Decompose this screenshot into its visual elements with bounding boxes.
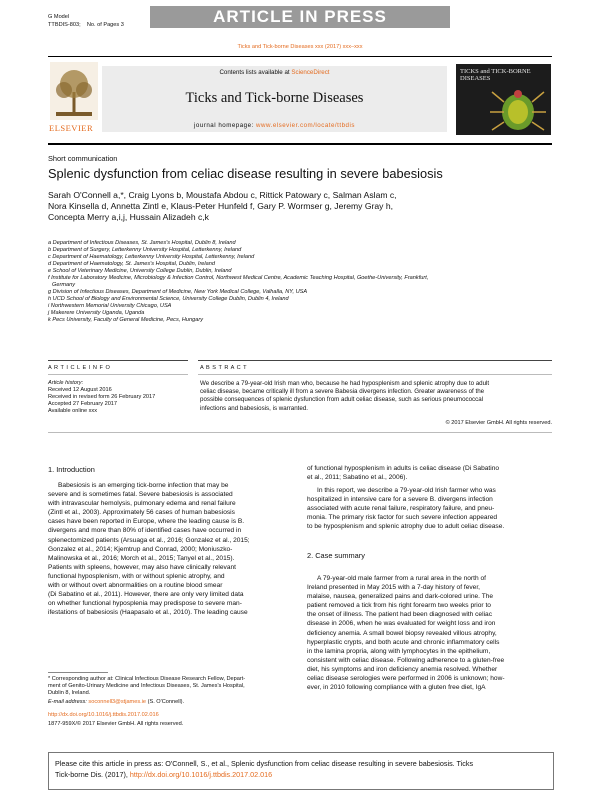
email-line — [48, 699, 293, 706]
contents-line — [102, 69, 447, 77]
body-line: Patients with spleens, however, may also have clinically relevant — [48, 563, 237, 571]
case-summary-body — [307, 574, 552, 692]
email-suffix: (S. O'Connell). — [147, 699, 185, 705]
body-line: hospitalized in intensive care for a severe B. divergens infection — [307, 496, 493, 504]
body-line: (Di Sabatino et al., 2011). However, there are only very limited data — [48, 591, 244, 599]
body-line: ifestations of babesiosis (Haapasalo et al., 2010). The leading cause — [48, 609, 248, 617]
article-history — [48, 380, 155, 415]
body-line: in the lamina propria, along with lymphocytes in the epithelium, — [307, 647, 491, 655]
history-revised: Received in revised form 26 February 2017 — [48, 394, 156, 400]
affiliation: k Pecs University, Faculty of General Medicine, Pecs, Hungary — [48, 317, 204, 323]
cite-line: Please cite this article in press as: O'Connell, S., et al., Splenic dysfunction from celiac disease resulting in severe babesiosis. Ticks — [55, 759, 474, 768]
header-divider — [48, 56, 552, 57]
contents-prefix: Contents lists available at — [219, 69, 290, 76]
report-paragraph — [307, 486, 552, 531]
article-info-heading: A R T I C L E I N F O — [48, 365, 111, 371]
cite-prefix: Tick-borne Dis. (2017), — [55, 769, 128, 779]
author-line: Nora Kinsella d, Annetta Zintl e, Klaus-Peter Hunfeld f, Gary P. Wormser g, Jeremy Gray h, — [48, 201, 394, 212]
body-line: (Zintl et al., 2003). Approximately 56 cases of human babesiosis — [48, 509, 235, 517]
body-line: A 79-year-old male farmer from a rural area in the north of — [317, 575, 486, 582]
footnote-line: ment of Genito-Urinary Medicine and Infectious Diseases, St. James's Hospital, — [48, 683, 245, 689]
body-line: splenectomized patients (Arsuaga et al., 2016; Gonzalez et al., 2015; — [48, 536, 250, 544]
article-in-press-banner: ARTICLE IN PRESS — [150, 6, 450, 28]
cite-line — [55, 770, 547, 781]
page-count: No. of Pages 3 — [86, 22, 124, 28]
author-list — [48, 190, 397, 224]
body-line: with or without overt abnormalities on a routine blood smear — [48, 582, 223, 590]
affiliations — [48, 240, 558, 324]
body-line: severe and is sometimes fatal. Severe babesiosis is associated — [48, 491, 233, 499]
tick-illustration-icon — [486, 84, 546, 134]
author-line: Concepta Merry a,i,j, Hussain Alizadeh c,k — [48, 212, 209, 223]
body-line: Ireland presented in May 2015 with a 7-day history of fever, — [307, 584, 480, 592]
homepage-link[interactable]: www.elsevier.com/locate/ttbdis — [256, 122, 355, 129]
body-line: ever, in 2010 following compliance with a gluten free diet, IgA — [307, 684, 486, 692]
body-line: to be hyposplenism and splenic atrophy due to adult celiac disease. — [307, 523, 505, 531]
abstract-divider — [198, 374, 552, 375]
body-line: patient removed a tick from his right forearm two weeks prior to — [307, 602, 491, 610]
doi-link[interactable]: http://dx.doi.org/10.1016/j.ttbdis.2017.02.016 — [48, 712, 159, 718]
body-line: functional hyposplenism, with or without splenic atrophy, and — [48, 572, 225, 580]
homepage-label: journal homepage: — [194, 122, 254, 129]
abstract-heading: A B S T R A C T — [200, 365, 247, 371]
body-line: cases have been reported in Europe, where the leading cause is B. — [48, 518, 245, 526]
body-line: disease in 2006, when he was evaluated for weight loss and iron — [307, 620, 496, 628]
abstract-body — [200, 380, 552, 413]
body-line: consistent with celiac disease. Following adherence to a gluten-free — [307, 656, 505, 664]
history-received: Received 12 August 2016 — [48, 387, 112, 393]
copyright: © 2017 Elsevier GmbH. All rights reserved. — [445, 420, 552, 426]
intro-continued — [307, 464, 552, 482]
intro-heading: 1. Introduction — [48, 465, 95, 474]
history-label: Article history: — [48, 380, 84, 386]
body-line: on whether functional hyposplenia may predispose to severe man- — [48, 600, 242, 608]
body-line: the onset of illness. The patient had been diagnosed with celiac — [307, 611, 492, 619]
abstract-line: possible consequences of splenic dysfunction from adult celiac disease, such as serious pneumococcal — [200, 396, 484, 404]
abstract-divider-bottom — [48, 432, 552, 433]
abstract-divider-top — [198, 360, 552, 361]
affiliation: h UCD School of Biology and Environmental Science, University College Dublin, Dublin 4, Ireland — [48, 296, 289, 302]
body-line: deficiency anemia. A small bowel biopsy revealed villous atrophy, — [307, 629, 497, 637]
corresponding-footnote — [48, 676, 293, 706]
journal-cover — [456, 64, 551, 135]
article-ref — [48, 22, 124, 29]
abstract-line: We describe a 79-year-old Irish man who, because he had hyposplenism and splenic atrophy due to adult — [200, 380, 490, 387]
article-type: Short communication — [48, 154, 118, 163]
affiliation: Germany — [52, 282, 76, 288]
affiliation: d Department of Haematology, St. James's Hospital, Dublin, Ireland — [48, 261, 215, 267]
affiliation: e School of Veterinary Medicine, University College Dublin, Dublin, Ireland — [48, 268, 232, 274]
body-line: et al., 2011; Sabatino et al., 2006). — [307, 474, 408, 482]
abstract-line: celiac disease, became critically ill from a severe Babesia divergens infection. Greater awareness of the — [200, 388, 485, 396]
cite-text — [55, 759, 547, 780]
author-line: Sarah O'Connell a,*, Craig Lyons b, Moustafa Abdou c, Rittick Patowary c, Salman Aslam c, — [48, 190, 397, 200]
affiliation: g Division of Infectious Diseases, Department of Medicine, New York Medical College, Valhalla, NY, USA — [48, 289, 308, 295]
cover-title: TICKS and TICK-BORNE DISEASES — [460, 68, 531, 82]
body-line: Malinowska et al., 2016; Morch et al., 2015; Tanyel et al., 2015). — [48, 554, 235, 562]
body-line: diet, his symptoms and iron deficiency anemia resolved. Whether — [307, 665, 498, 673]
footnote-divider — [48, 672, 108, 673]
body-line: associated with acute renal failure, respiratory failure, and pneu- — [307, 505, 495, 513]
info-divider — [48, 374, 188, 375]
affiliation: c Department of Haematology, Letterkenny University Hospital, Letterkenny, Ireland — [48, 254, 255, 260]
abstract-line: infections and babesiosis, is warranted. — [200, 404, 308, 412]
body-line: hyperplastic crypts, and both acute and chronic inflammatory cells — [307, 638, 500, 646]
g-model-label: G Model — [48, 14, 70, 20]
body-line: Babesiosis is an emerging tick-borne infection that may be — [58, 482, 229, 489]
journal-homepage — [102, 122, 447, 130]
body-line: In this report, we describe a 79-year-old Irish farmer who was — [317, 487, 496, 494]
body-line: divergens and more than 80% of identified cases have occurred in — [48, 527, 242, 535]
info-divider-top — [48, 360, 188, 361]
email-label: E-mail address: — [48, 699, 87, 705]
cite-doi-link[interactable]: http://dx.doi.org/10.1016/j.ttbdis.2017.02.016 — [129, 769, 273, 779]
body-line: with intravascular hemolysis, pulmonary edema and renal failure — [48, 500, 236, 508]
body-line: monia. The primary risk factor for such severe infection appeared — [307, 514, 498, 522]
case-summary-heading: 2. Case summary — [307, 551, 365, 560]
sciencedirect-link[interactable]: ScienceDirect — [291, 69, 330, 76]
history-accepted: Accepted 27 February 2017 — [48, 401, 118, 407]
elsevier-tree-logo — [50, 62, 98, 120]
email-link[interactable]: soconnell3@stjames.ie — [88, 699, 147, 705]
body-line: celiac disease serologies were performed in 2006 is unknown; how- — [307, 675, 505, 683]
body-line: of functional hyposplenism in adults is celiac disease (Di Sabatino — [307, 465, 500, 472]
body-line: Gonzalez et al., 2014; Kjemtrup and Conrad, 2000; Moniuszko- — [48, 545, 233, 553]
affiliation: j Makerere University Uganda, Uganda — [48, 310, 145, 316]
cite-box — [48, 752, 554, 790]
masthead-divider — [48, 143, 552, 145]
issn-line: 1877-959X/© 2017 Elsevier GmbH. All rights reserved. — [48, 721, 184, 727]
intro-body — [48, 481, 293, 617]
affiliation: a Department of Infectious Diseases, St. James's Hospital, Dublin 8, Ireland — [48, 240, 236, 246]
body-line: malaise, nausea, generalized pains and dark-colored urine. The — [307, 593, 494, 601]
affiliation: f Institute for Laboratory Medicine, Microbiology & Infection Control, Northwest Medical Centre, Academic Teaching Hospital, Goethe-University, Frankfurt, — [48, 275, 429, 281]
elsevier-wordmark: ELSEVIER — [49, 123, 94, 133]
article-title: Splenic dysfunction from celiac disease resulting in severe babesiosis — [48, 166, 443, 181]
footnote-line: * Corresponding author at: Clinical Infectious Disease Research Fellow, Depart- — [48, 676, 246, 682]
affiliation: b Department of Surgery, Letterkenny University Hospital, Letterkenny, Ireland — [48, 247, 242, 253]
footnote-line: Dublin 8, Ireland. — [48, 690, 91, 696]
journal-title: Ticks and Tick-borne Diseases — [185, 90, 364, 106]
history-online: Available online xxx — [48, 408, 98, 414]
header-citation[interactable]: Ticks and Tick-borne Diseases xxx (2017) xxx–xxx — [237, 44, 363, 50]
affiliation: i Northwestern Memorial University Chicago, USA — [48, 303, 172, 309]
ref-code: TTBDIS-803; — [48, 22, 81, 28]
